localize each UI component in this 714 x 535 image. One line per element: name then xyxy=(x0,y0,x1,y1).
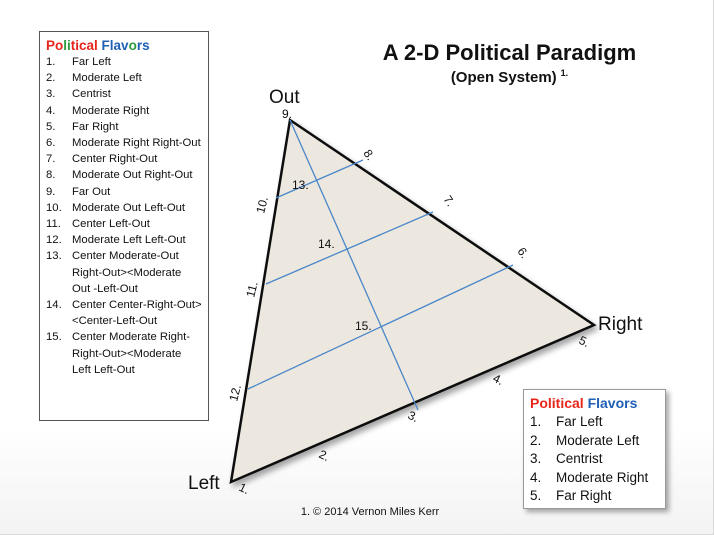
vertex-label-left: Left xyxy=(188,473,220,494)
list-item xyxy=(530,432,659,451)
list-item-text: Far Right xyxy=(72,120,119,133)
page-subtitle xyxy=(352,68,667,86)
list-item-text: Moderate Right Right-Out xyxy=(72,137,201,150)
legend-small-list xyxy=(530,413,659,506)
list-item-text: Moderate Out Right-Out xyxy=(72,169,193,182)
list-item-number: 3. xyxy=(46,88,56,101)
marker-4: 4. xyxy=(490,371,506,388)
list-item-number: 13. xyxy=(46,250,62,263)
list-item-number: 7. xyxy=(46,153,56,166)
list-item xyxy=(46,184,202,200)
marker-13: 13. xyxy=(292,178,309,192)
list-item xyxy=(46,103,202,119)
list-item-number: 15. xyxy=(46,331,62,344)
list-item-text: Center Right-Out xyxy=(72,153,158,166)
list-item-number: 14. xyxy=(46,299,62,312)
list-item-number: 1. xyxy=(530,414,542,429)
title-segment: rs xyxy=(136,38,150,53)
marker-14: 14. xyxy=(318,237,335,251)
list-item-number: 5. xyxy=(530,488,542,504)
list-item xyxy=(46,232,202,248)
list-item-text: Center Left-Out xyxy=(72,218,150,231)
list-item-number: 10. xyxy=(46,201,62,214)
list-item-text: Far Right xyxy=(556,488,612,504)
subtitle-text: (Open System) xyxy=(450,69,557,86)
marker-7: 7. xyxy=(440,192,458,209)
marker-8: 8. xyxy=(360,146,378,163)
list-item xyxy=(46,70,202,86)
marker-1: 1. xyxy=(236,480,252,497)
marker-2: 2. xyxy=(316,447,332,464)
list-item xyxy=(46,297,202,329)
title-segment: o xyxy=(128,38,137,53)
list-item-text: Moderate Left Left-Out xyxy=(72,234,186,247)
legend-small xyxy=(523,389,666,509)
list-item-text: Center Moderate-Out Right-Out><Moderate Out -Left-Out xyxy=(72,250,182,295)
list-item-text: Centrist xyxy=(72,88,111,101)
title-segment: tical xyxy=(70,38,102,53)
title-segment: li xyxy=(63,38,71,53)
list-item xyxy=(46,248,202,297)
list-item xyxy=(530,413,659,432)
marker-10: 10. xyxy=(253,195,271,215)
title-segment: Flavors xyxy=(587,395,638,411)
list-item-number: 1. xyxy=(46,56,56,68)
list-item xyxy=(46,216,202,232)
list-item-number: 6. xyxy=(46,137,56,150)
page-title: A 2-D Political Paradigm xyxy=(382,40,637,65)
list-item-text: Moderate Right xyxy=(556,469,649,485)
list-item-text: Moderate Left xyxy=(72,72,142,85)
list-item-text: Center Center-Right-Out><Center-Left-Out xyxy=(72,299,202,328)
list-item-number: 12. xyxy=(46,234,62,247)
list-item-text: Moderate Out Left-Out xyxy=(72,201,186,214)
list-item-text: Moderate Left xyxy=(556,432,640,448)
list-item-text: Far Left xyxy=(72,56,111,68)
marker-11: 11. xyxy=(243,280,261,299)
list-item-number: 5. xyxy=(46,120,56,133)
list-item-number: 8. xyxy=(46,169,56,182)
list-item xyxy=(530,469,659,488)
marker-5: 5. xyxy=(576,333,592,350)
list-item xyxy=(46,86,202,102)
list-item-text: Center Moderate Right-Right-Out><Moderate Left Left-Out xyxy=(72,331,191,376)
list-item xyxy=(530,487,659,506)
legend-small-title xyxy=(530,395,659,411)
list-item-number: 2. xyxy=(46,72,56,85)
list-item-text: Centrist xyxy=(556,451,603,467)
copyright-note: 1. © 2014 Vernon Miles Kerr xyxy=(300,506,440,518)
list-item-text: Moderate Right xyxy=(72,104,150,117)
legend-main xyxy=(39,31,209,421)
list-item-text: Far Out xyxy=(72,185,111,198)
vertex-label-right: Right xyxy=(598,314,643,335)
title-segment: Po xyxy=(46,38,64,53)
marker-9: 9. xyxy=(282,107,293,121)
legend-main-title xyxy=(46,38,202,53)
legend-main-list xyxy=(46,54,202,378)
list-item-number: 2. xyxy=(530,432,542,448)
list-item xyxy=(530,450,659,469)
list-item xyxy=(46,135,202,151)
list-item-number: 4. xyxy=(530,469,542,485)
list-item xyxy=(46,54,202,70)
marker-6: 6. xyxy=(514,244,532,261)
marker-12: 12. xyxy=(226,383,244,403)
list-item-number: 3. xyxy=(530,451,542,467)
list-item-number: 9. xyxy=(46,185,56,198)
subtitle-footnote: 1. xyxy=(560,68,569,78)
list-item xyxy=(46,151,202,167)
list-item-text: Far Left xyxy=(556,414,603,429)
title-segment: Flav xyxy=(101,38,129,53)
list-item-number: 4. xyxy=(46,104,56,117)
marker-3: 3. xyxy=(405,408,421,425)
vertex-label-out: Out xyxy=(269,87,300,108)
title-segment: Political xyxy=(530,395,588,411)
list-item xyxy=(46,167,202,183)
list-item xyxy=(46,200,202,216)
list-item-number: 11. xyxy=(46,218,61,231)
list-item xyxy=(46,119,202,135)
marker-15: 15. xyxy=(355,319,372,333)
list-item xyxy=(46,329,202,378)
